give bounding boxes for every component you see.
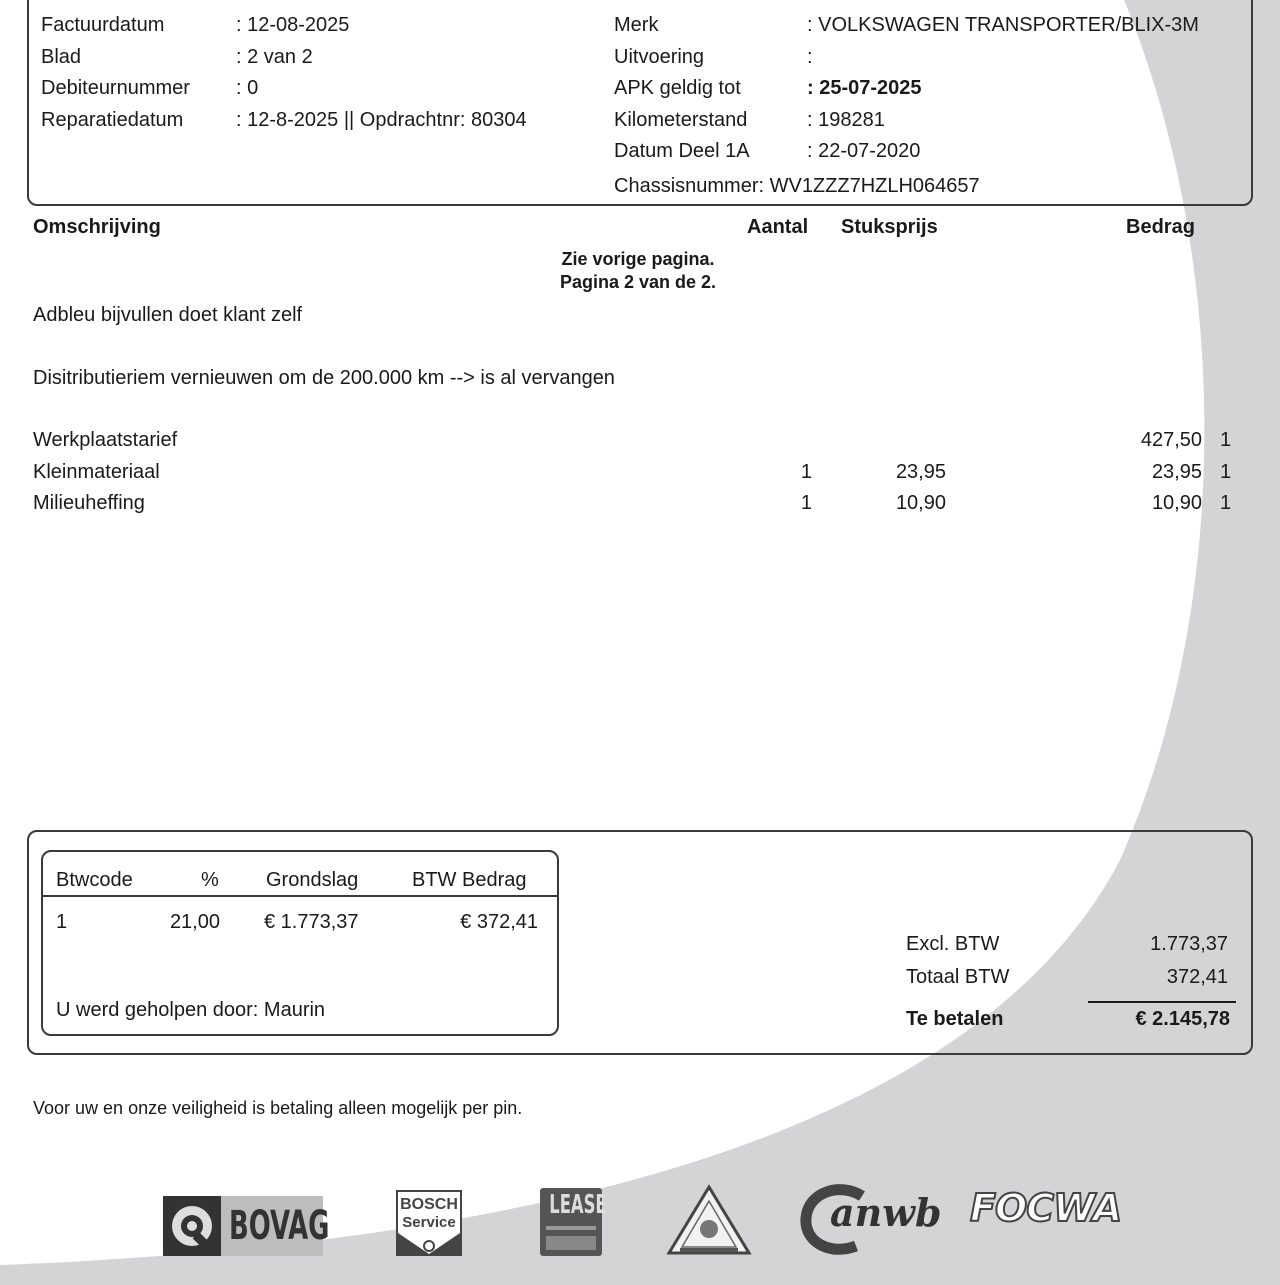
value-factuurdatum: : 12-08-2025 [236,14,350,36]
label-apk-geldig-tot: APK geldig tot [614,77,741,99]
excl-btw-value: 1.773,37 [1150,933,1228,955]
value-uitvoering: : [807,46,813,68]
label-datum-deel-1a: Datum Deel 1A [614,140,750,162]
row-amount: 23,95 [1151,461,1202,483]
note-line: Adbleu bijvullen doet klant zelf [33,304,303,326]
totaal-btw-label: Totaal BTW [906,966,1010,988]
row-description: Kleinmateriaal [33,461,160,483]
row-description: Werkplaatstarief [33,429,178,451]
vat-header-divider [43,895,557,897]
column-header-stuksprijs: Stuksprijs [841,216,938,238]
anwb-logo [800,1184,946,1256]
continued-notice: Zie vorige pagina. [561,249,715,269]
note-line: Disitributieriem vernieuwen om de 200.000 km --> is al vervangen [33,367,615,389]
vat-row-percent: 21,00 [169,911,220,933]
value-datum-deel-1a: : 22-07-2020 [807,140,921,162]
label-factuurdatum: Factuurdatum [41,14,165,36]
totaal-btw-value: 372,41 [1166,966,1228,988]
row-quantity: 1 [800,492,812,514]
vat-row-base: € 1.773,37 [264,911,359,933]
row-vat-code: 1 [1220,429,1232,451]
value-blad: : 2 van 2 [236,46,313,68]
row-amount: 427,50 [1140,429,1202,451]
chassisnummer: Chassisnummer: WV1ZZZ7HZLH064657 [614,175,980,197]
label-debiteurnummer: Debiteurnummer [41,77,190,99]
row-vat-code: 1 [1220,461,1232,483]
quality-triangle-logo [666,1184,752,1256]
row-unit-price: 23,95 [895,461,946,483]
vat-row-amount: € 372,41 [460,911,538,933]
total-divider [1088,1001,1236,1003]
lease-logo-text: LEASE [549,1190,607,1220]
vat-row-code: 1 [56,911,68,933]
label-reparatiedatum: Reparatiedatum [41,109,184,131]
lease-service-center-logo [540,1188,607,1256]
column-header-omschrijving: Omschrijving [33,216,161,238]
bovag-logo-text: BOVAG [229,1203,330,1249]
label-uitvoering: Uitvoering [614,46,705,68]
label-merk: Merk [614,14,659,36]
vat-header-percent: % [201,869,219,891]
row-description: Milieuheffing [33,492,145,514]
label-kilometerstand: Kilometerstand [614,109,748,131]
te-betalen-value: € 2.145,78 [1135,1008,1230,1030]
bovag-logo [163,1196,330,1256]
anwb-logo-text: anwb [830,1190,942,1235]
row-unit-price: 10,90 [895,492,946,514]
payment-notice: Voor uw en onze veiligheid is betaling alleen mogelijk per pin. [33,1098,523,1118]
focwa-logo [970,1186,1122,1236]
label-blad: Blad [41,46,82,68]
te-betalen-label: Te betalen [906,1008,1004,1030]
bosch-logo-subtext: Service [402,1214,456,1231]
bosch-logo-text: BOSCH [400,1196,458,1213]
helped-by: U werd geholpen door: Maurin [56,999,326,1021]
excl-btw-label: Excl. BTW [906,933,1000,955]
focwa-logo-text: FOCWA [970,1186,1122,1230]
page-of-notice: Pagina 2 van de 2. [559,272,717,292]
row-vat-code: 1 [1220,492,1232,514]
value-kilometerstand: : 198281 [807,109,885,131]
row-quantity: 1 [800,461,812,483]
column-header-aantal: Aantal [747,216,809,238]
vat-header-amount: BTW Bedrag [412,869,527,891]
value-reparatiedatum: : 12-8-2025 || Opdrachtnr: 80304 [236,109,527,131]
value-apk-geldig-tot: : 25-07-2025 [807,77,922,99]
vat-header-base: Grondslag [266,869,359,891]
column-header-bedrag: Bedrag [1126,216,1195,238]
value-merk: : VOLKSWAGEN TRANSPORTER/BLIX-3M [807,14,1199,36]
value-debiteurnummer: : 0 [236,77,259,99]
row-amount: 10,90 [1151,492,1202,514]
vat-header-code: Btwcode [56,869,133,891]
bosch-service-logo [396,1190,462,1256]
